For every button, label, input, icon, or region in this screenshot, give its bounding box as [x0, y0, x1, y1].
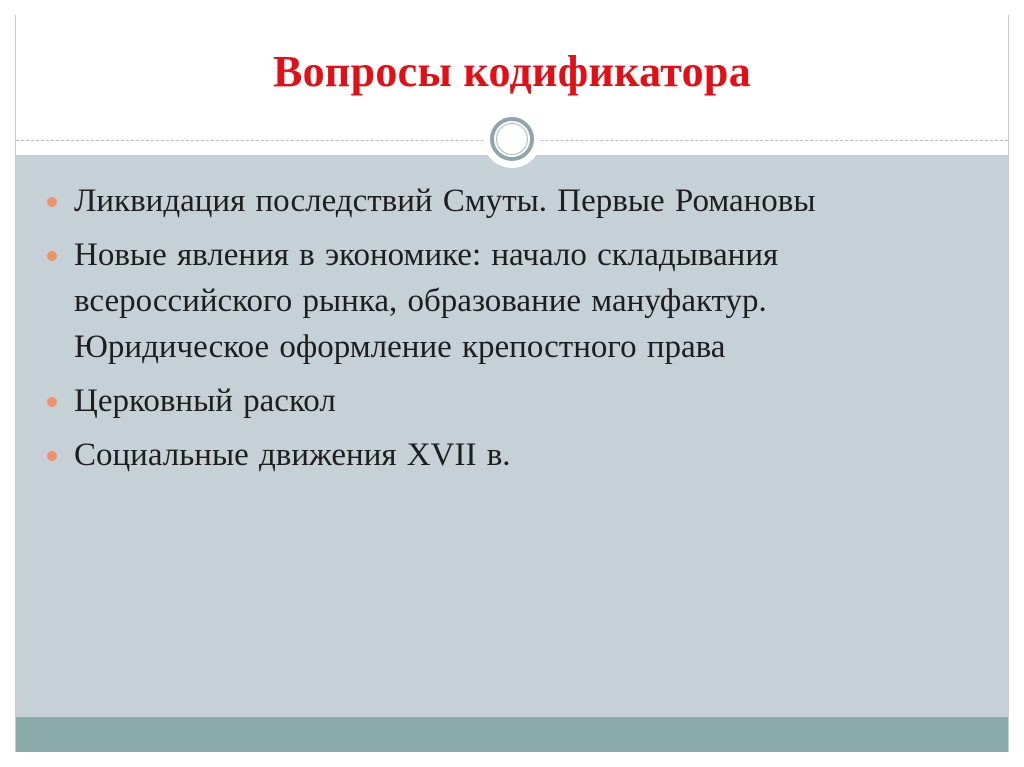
- ornament-inner-ring: [496, 123, 528, 155]
- list-item-text: Новые явления в экономике: начало складывания всероссийского рынка, образование мануфактур. Юридическое оформление крепостного права: [74, 237, 779, 365]
- slide-title: Вопросы кодификатора: [272, 47, 751, 96]
- list-item: [47, 432, 827, 478]
- list-item: [47, 178, 827, 224]
- footer-band: [16, 717, 1008, 752]
- circle-ornament-icon: [483, 110, 541, 168]
- bullet-dot-icon: [47, 197, 57, 207]
- list-item: [47, 232, 827, 370]
- list-item-text: Церковный раскол: [74, 383, 336, 419]
- list-item: [47, 378, 827, 424]
- bullet-list: [47, 178, 827, 486]
- bullet-dot-icon: [47, 397, 57, 407]
- bullet-dot-icon: [47, 451, 57, 461]
- list-item-text: Социальные движения XVII в.: [74, 437, 511, 473]
- bullet-dot-icon: [47, 251, 57, 261]
- list-item-text: Ликвидация последствий Смуты. Первые Романовы: [74, 183, 816, 219]
